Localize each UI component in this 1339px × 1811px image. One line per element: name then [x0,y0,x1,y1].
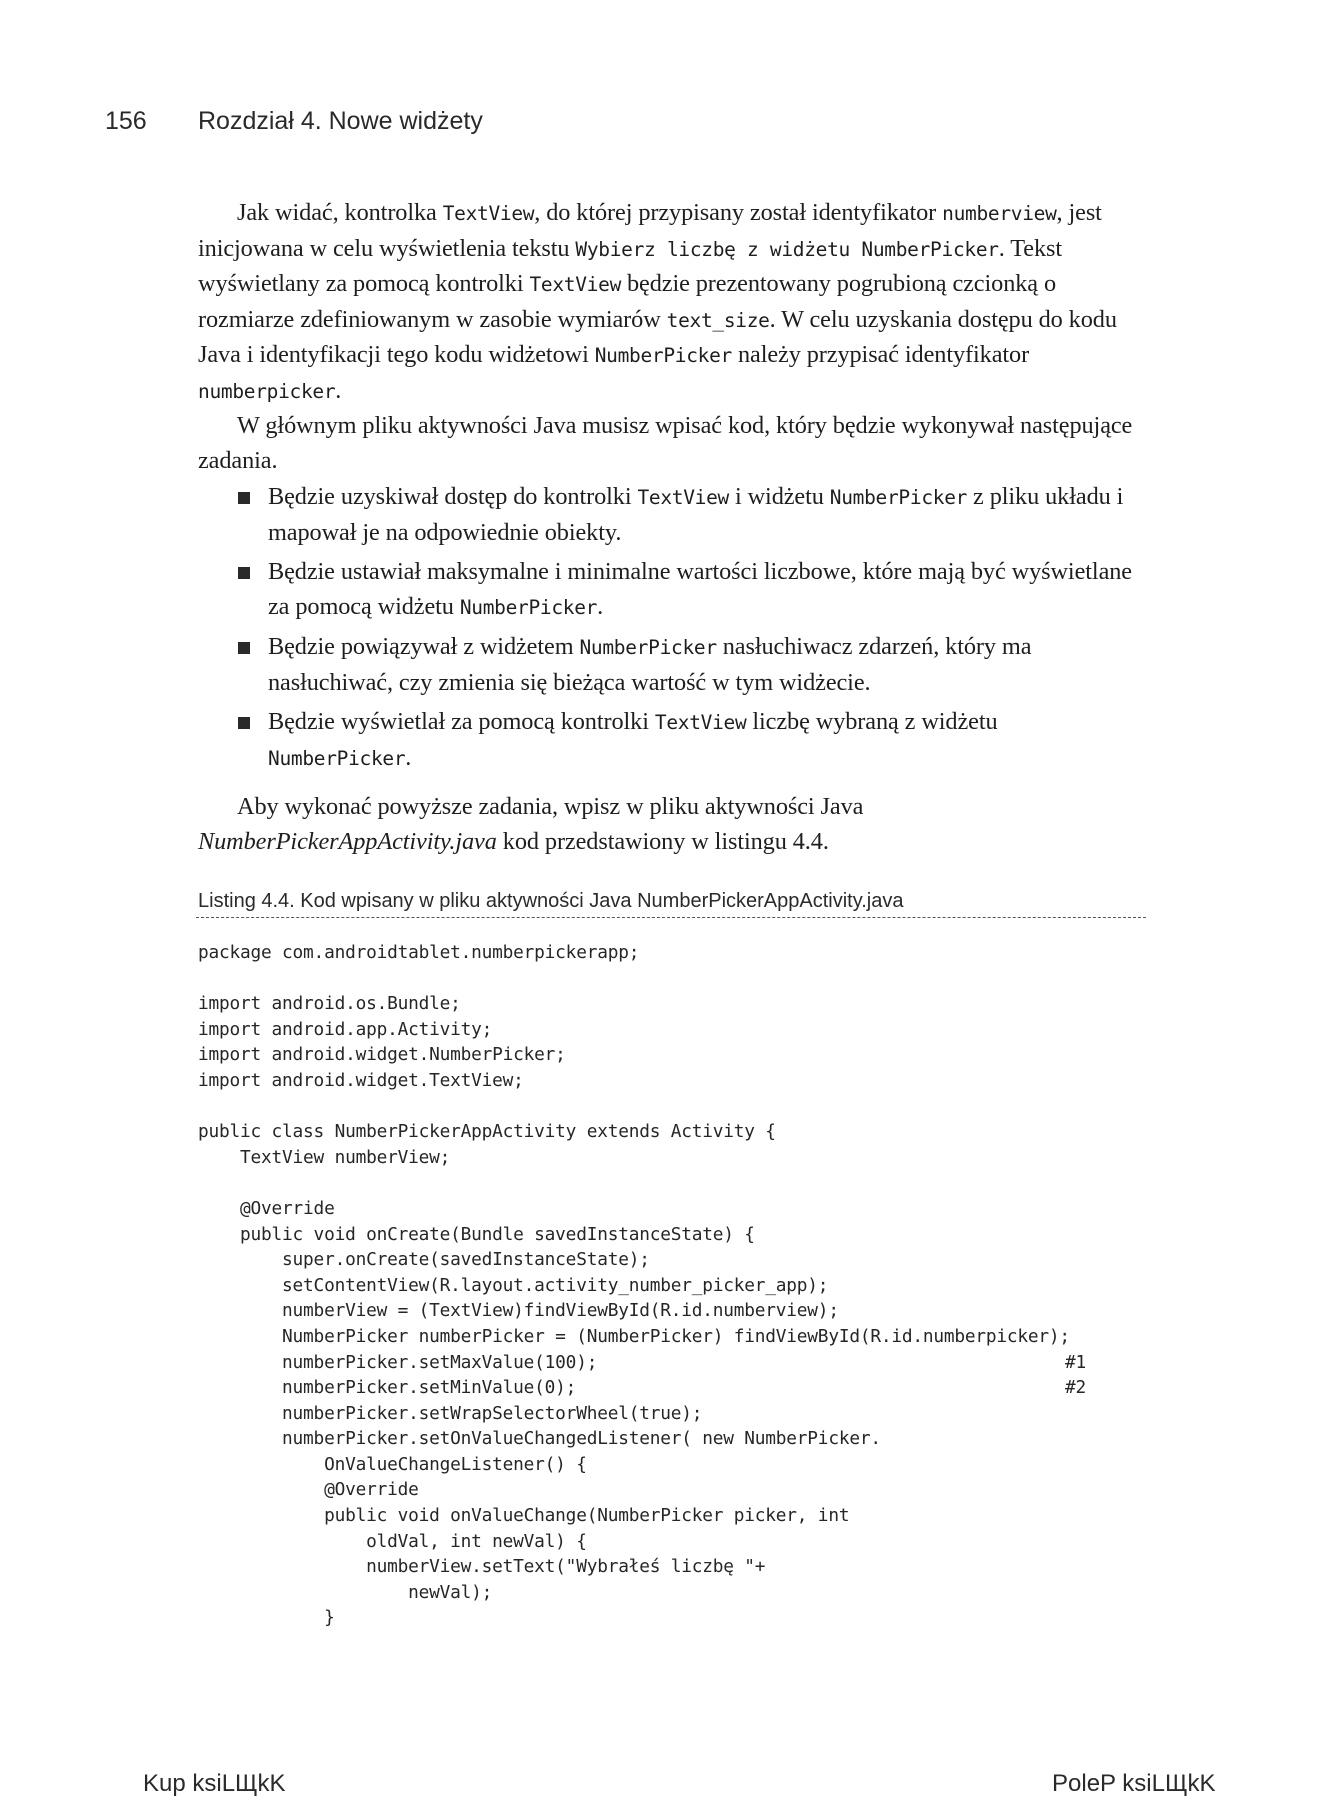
code-annotation: #2 [1065,1377,1087,1399]
text: Będzie uzyskiwał dostęp do kontrolki [268,483,638,510]
code-line: numberPicker.setWrapSelectorWheel(true); [198,1402,703,1424]
inline-code: NumberPicker [594,344,732,367]
code-line: public void onCreate(Bundle savedInstanceState) { [198,1223,755,1245]
code-line: public void onValueChange(NumberPicker picker, int [198,1505,850,1527]
inline-code: TextView [529,273,622,296]
text: należy przypisać identyfikator [731,341,1030,368]
list-item [198,480,1133,550]
code-line: numberView.setText("Wybrałeś liczbę "+ [198,1556,766,1578]
page-header [0,107,1339,141]
code-line: numberView = (TextView)findViewById(R.id.numberview); [198,1300,839,1322]
code-line [198,1170,1148,1196]
text: Będzie ustawiał maksymalne i minimalne wartości liczbowe, które mają być wyświetlane za pomocą widżetu [268,558,1132,620]
code-line: NumberPicker numberPicker = (NumberPicker) findViewById(R.id.numberpicker); [198,1325,1070,1347]
text: i widżetu [729,483,830,510]
list-item [198,630,1133,700]
code-text: numberPicker.setMaxValue(100); [198,1351,598,1373]
inline-code: NumberPicker [829,486,968,509]
code-line: @Override [198,1197,335,1219]
inline-code: TextView [442,202,535,225]
inline-code: Wybierz liczbę z widżetu NumberPicker [575,237,999,261]
inline-code: TextView [637,486,729,509]
text: . [405,743,412,771]
text: . W celu uzyskania dostępu do kodu Java i identyfikacji tego kodu widżetowi [198,305,1117,368]
code-line: super.onCreate(savedInstanceState); [198,1249,650,1271]
inline-code: NumberPicker [268,746,406,770]
bullet-square-icon [238,642,250,654]
inline-code: numberview [942,202,1057,225]
text: Aby wykonać powyższe zadania, wpisz w pliku aktywności Java [237,793,864,820]
code-listing [198,940,1148,1631]
buy-book-link[interactable]: Kup ksiLЩkK [143,1770,286,1797]
text: , jest inicjowana w celu wyświetlenia tekstu [198,199,1102,262]
code-line: } [198,1607,335,1629]
code-line [198,966,1148,992]
text: będzie prezentowany pogrubioną czcionką o rozmiarze zdefiniowanym w zasobie wymiarów [198,270,1056,333]
text: Będzie powiązywał z widżetem [268,633,580,660]
code-line: import android.widget.TextView; [198,1069,524,1091]
inline-code: NumberPicker [459,595,598,619]
code-line: import android.os.Bundle; [198,993,461,1015]
code-line: oldVal, int newVal) { [198,1530,587,1552]
list-item [198,555,1133,625]
text: , do której przypisany został identyfikator [534,199,943,226]
text: Jak widać, kontrolka [237,199,443,226]
text: z pliku układu i mapował je na odpowiednie obiekty. [268,483,1124,546]
text: kod przedstawiony w listingu 4.4. [496,827,829,855]
text: nasłuchiwacz zdarzeń, który ma nasłuchiwać, czy zmienia się bieżąca wartość w tym widżecie. [268,633,1032,696]
code-line [198,1094,1148,1120]
code-line: numberPicker.setOnValueChangedListener( new NumberPicker. [198,1428,881,1450]
paragraph-1 [198,196,1133,409]
code-line: public class NumberPickerAppActivity extends Activity { [198,1121,776,1143]
code-line [198,1350,1148,1376]
inline-code: TextView [654,711,747,734]
code-annotation: #1 [1065,1351,1087,1373]
paragraph-3 [198,790,1133,859]
text: Będzie wyświetlał za pomocą kontrolki [268,708,655,735]
listing-caption: Listing 4.4. Kod wpisany w pliku aktywności Java NumberPickerAppActivity.java [198,890,904,912]
list-item [198,705,1133,776]
bullet-square-icon [238,567,250,579]
bullet-square-icon [238,717,250,729]
file-name: NumberPickerAppActivity.java [198,827,497,855]
text: . [597,592,604,620]
code-line: import android.widget.NumberPicker; [198,1044,566,1066]
text: . Tekst wyświetlany za pomocą kontrolki [198,234,1062,297]
text: . [335,376,342,404]
code-line: setContentView(R.layout.activity_number_picker_app); [198,1274,829,1296]
code-line: import android.app.Activity; [198,1018,493,1040]
code-line: TextView numberView; [198,1146,451,1168]
text: liczbę wybraną z widżetu [746,708,998,735]
inline-code: NumberPicker [579,636,717,659]
inline-code: text_size [666,308,770,332]
paragraph-2: W głównym pliku aktywności Java musisz wpisać kod, który będzie wykonywał następujące zadania. [198,412,1133,474]
code-line: OnValueChangeListener() { [198,1453,587,1475]
task-list [198,480,1133,776]
code-line: package com.androidtablet.numberpickerapp; [198,942,640,963]
caption-divider [196,917,1146,918]
body-text [198,196,1133,859]
code-line: newVal); [198,1581,493,1603]
code-text: numberPicker.setMinValue(0); [198,1377,577,1399]
inline-code: numberpicker [198,379,336,403]
recommend-book-link[interactable]: PoleP ksiLЩkK [1052,1770,1216,1797]
code-line [198,1375,1148,1401]
bullet-square-icon [238,492,250,504]
page-number: 156 [105,107,147,135]
code-line: @Override [198,1479,419,1501]
chapter-title: Rozdział 4. Nowe widżety [198,107,483,135]
